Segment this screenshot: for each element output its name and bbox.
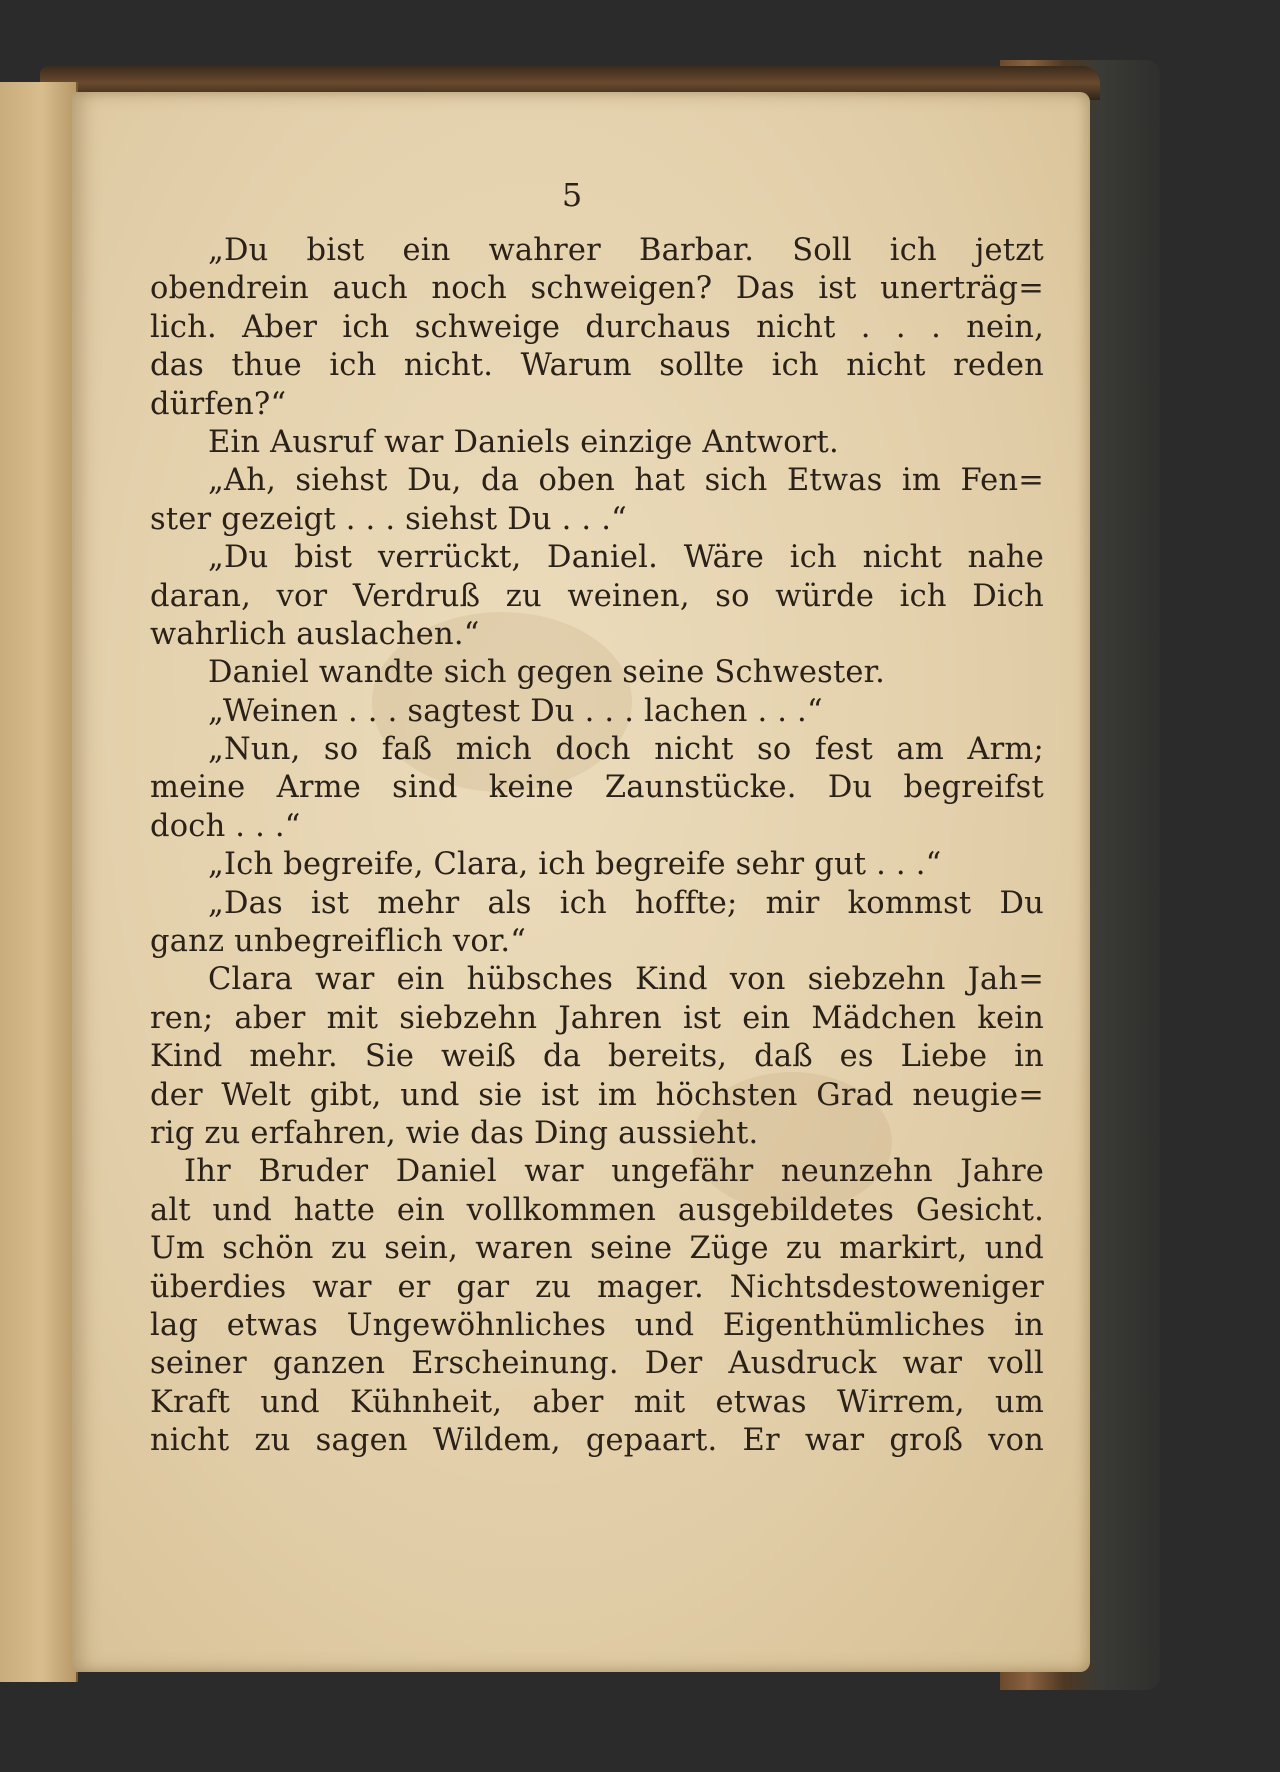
text-line: Kraft und Kühnheit, aber mit etwas Wirrem, um — [150, 1384, 1044, 1420]
text-line: überdies war er gar zu mager. Nichtsdestoweniger — [150, 1269, 1044, 1305]
text-line: Ihr Bruder Daniel war ungefähr neunzehn Jahre — [184, 1154, 1044, 1190]
text-line: Kind mehr. Sie weiß da bereits, daß es Liebe in — [150, 1039, 1044, 1075]
text-line: alt und hatte ein vollkommen ausgebildetes Gesicht. — [150, 1192, 1044, 1228]
text-line: „Du bist ein wahrer Barbar. Soll ich jetzt — [208, 233, 1044, 268]
body-text — [150, 232, 1044, 1461]
previous-page-edge — [0, 82, 78, 1682]
text-line: obendrein auch noch schweigen? Das ist unerträg= — [150, 271, 1044, 307]
text-line: lag etwas Ungewöhnliches und Eigenthümliches in — [150, 1307, 1044, 1343]
text-line: der Welt gibt, und sie ist im höchsten Grad neugie= — [150, 1077, 1044, 1113]
text-line: „Ich begreife, Clara, ich begreife sehr gut . . .“ — [208, 847, 942, 883]
text-line: wahrlich auslachen.“ — [150, 616, 480, 652]
text-line: daran, vor Verdruß zu weinen, so würde ich Dich — [150, 578, 1044, 614]
text-line: Clara war ein hübsches Kind von siebzehn Jah= — [208, 962, 1044, 998]
text-line: ren; aber mit siebzehn Jahren ist ein Mädchen kein — [150, 1000, 1044, 1036]
text-line: „Ah, siehst Du, da oben hat sich Etwas im Fen= — [208, 463, 1044, 499]
text-line: Um schön zu sein, waren seine Züge zu markirt, und — [150, 1231, 1044, 1267]
text-line: seiner ganzen Erscheinung. Der Ausdruck war voll — [150, 1346, 1044, 1382]
text-line: lich. Aber ich schweige durchaus nicht . . . nein, — [150, 309, 1044, 345]
text-line: Ein Ausruf war Daniels einzige Antwort. — [208, 424, 839, 460]
text-line: ster gezeigt . . . siehst Du . . .“ — [150, 501, 627, 537]
book-page — [72, 92, 1090, 1672]
text-line: Daniel wandte sich gegen seine Schwester. — [208, 655, 886, 691]
text-line: das thue ich nicht. Warum sollte ich nicht reden — [150, 348, 1044, 384]
text-line: „Das ist mehr als ich hoffte; mir kommst Du — [208, 885, 1044, 921]
text-line: meine Arme sind keine Zaunstücke. Du begreifst — [150, 770, 1044, 806]
text-line: „Weinen . . . sagtest Du . . . lachen . . .“ — [208, 693, 823, 729]
text-line: „Nun, so faß mich doch nicht so fest am Arm; — [208, 732, 1044, 768]
text-line: rig zu erfahren, wie das Ding aussieht. — [150, 1115, 759, 1151]
text-line: „Du bist verrückt, Daniel. Wäre ich nicht nahe — [208, 540, 1044, 576]
text-line: ganz unbegreiflich vor.“ — [150, 924, 527, 960]
text-line: nicht zu sagen Wildem, gepaart. Er war groß von — [150, 1423, 1044, 1459]
text-line: doch . . .“ — [150, 808, 301, 844]
text-line: dürfen?“ — [150, 386, 287, 422]
page-number: 5 — [561, 176, 583, 214]
